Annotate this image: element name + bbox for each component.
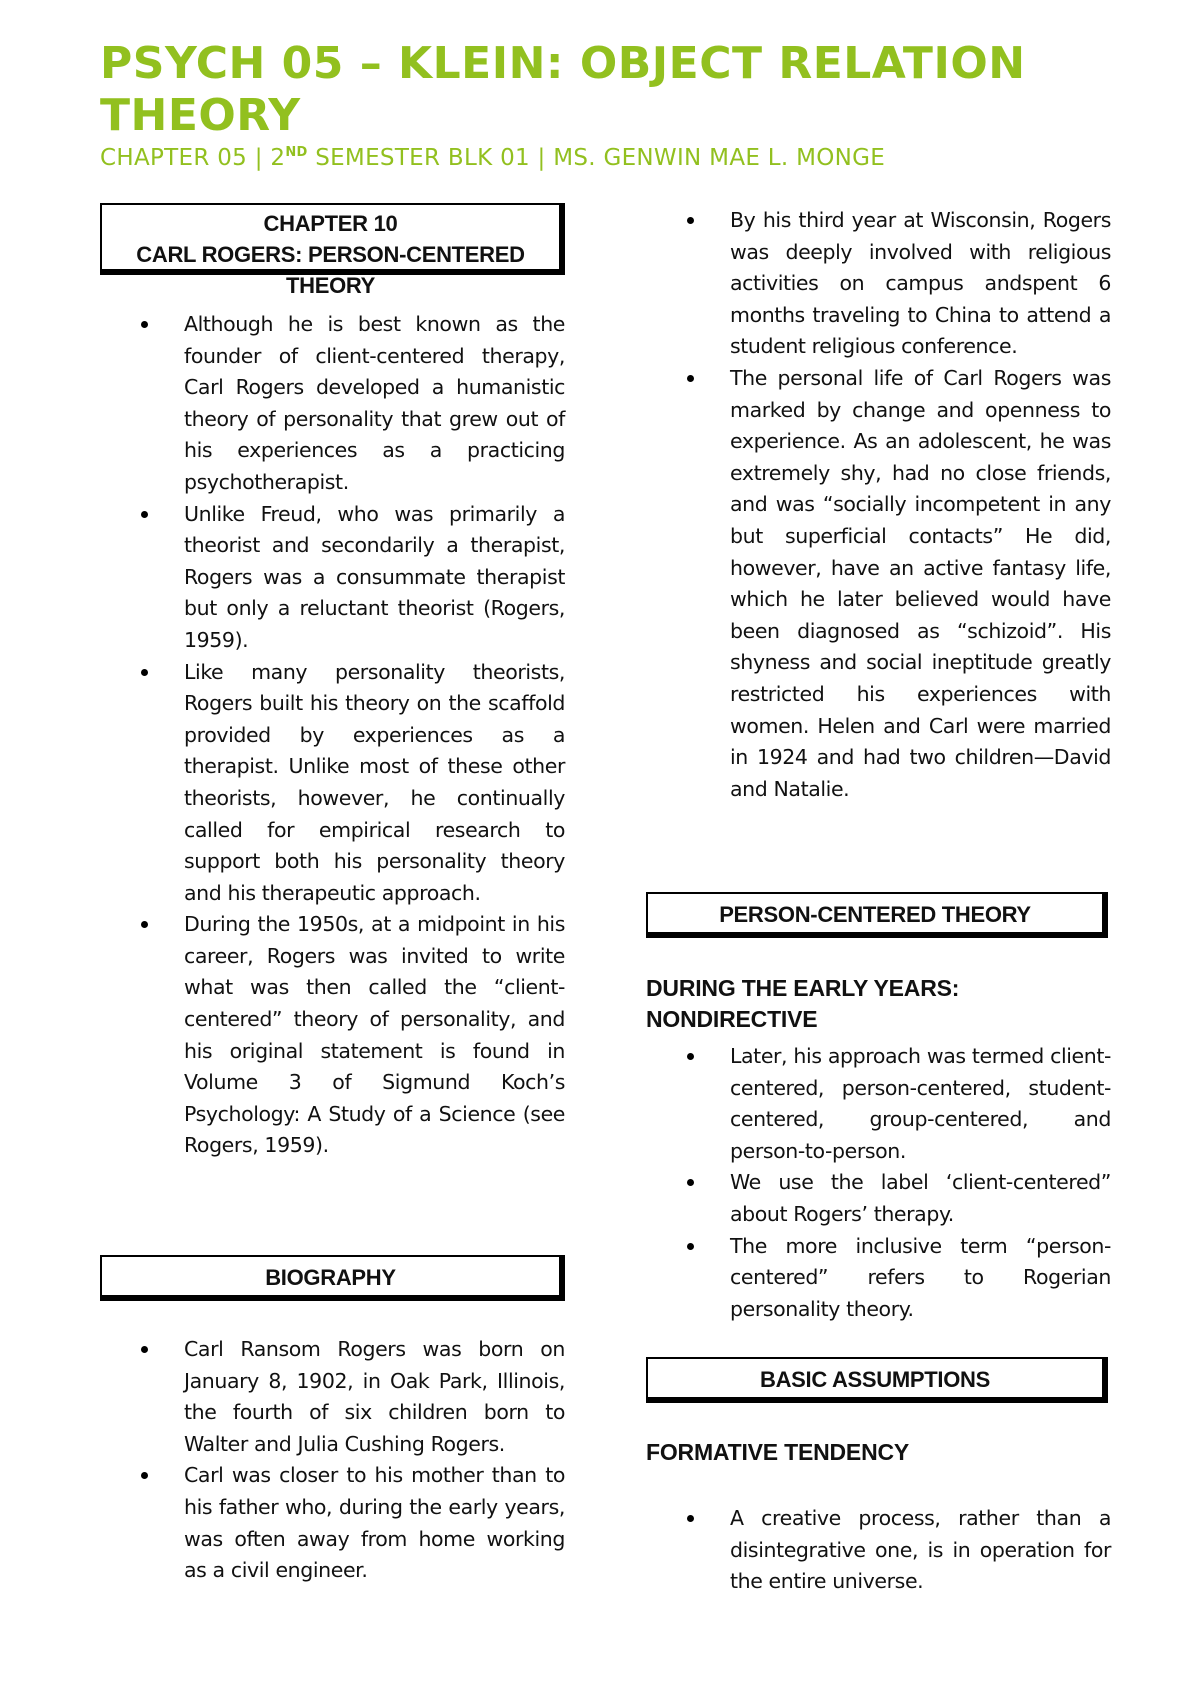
list-item: Like many personality theorists, Rogers built his theory on the scaffold provided by experiences as a therapist. Unlike most of these other theorists, however, he continually called for empirical research to support both his personality theory and his therapeutic approach. bbox=[100, 657, 565, 910]
list-item: During the 1950s, at a midpoint in his career, Rogers was invited to write what was then called the “client-centered” theory of personality, and his original statement is found in Volume 3 of Sigmund Koch’s Psychology: A Study of a Science (see Rogers, 1959). bbox=[100, 909, 565, 1162]
chapter-number: CHAPTER 10 bbox=[263, 211, 398, 236]
list-item: A creative process, rather than a disintegrative one, is in operation for the entire universe. bbox=[646, 1503, 1111, 1598]
bullet-icon bbox=[687, 1179, 694, 1186]
formative-bullet-list bbox=[646, 1503, 1111, 1598]
early-years-heading: DURING THE EARLY YEARS: NONDIRECTIVE bbox=[646, 975, 960, 1032]
formative-tendency-heading: FORMATIVE TENDENCY bbox=[646, 1439, 910, 1465]
subtitle-chapter: CHAPTER 05 | 2 bbox=[100, 145, 286, 171]
subtitle-details: SEMESTER BLK 01 | MS. GENWIN MAE L. MONGE bbox=[307, 145, 886, 171]
intro-bullet-list bbox=[100, 309, 565, 1162]
document-title: PSYCH 05 – KLEIN: OBJECT RELATION THEORY bbox=[100, 38, 1026, 141]
bullet-icon bbox=[687, 1515, 694, 1522]
early-years-bullet-list bbox=[646, 1041, 1111, 1325]
list-item: Carl Ransom Rogers was born on January 8, 1902, in Oak Park, Illinois, the fourth of six children born to Walter and Julia Cushing Rogers. bbox=[100, 1334, 565, 1460]
bullet-icon bbox=[141, 921, 148, 928]
bullet-icon bbox=[687, 217, 694, 224]
bullet-icon bbox=[141, 1472, 148, 1479]
chapter-box bbox=[100, 203, 565, 298]
list-item: Although he is best known as the founder of client-centered therapy, Carl Rogers developed a humanistic theory of personality that grew out of his experiences as a practicing psychotherapist. bbox=[100, 309, 565, 499]
list-item: We use the label ‘client-centered” about Rogers’ therapy. bbox=[646, 1167, 1111, 1230]
bullet-icon bbox=[687, 375, 694, 382]
bullet-icon bbox=[687, 1053, 694, 1060]
biography-box: BIOGRAPHY bbox=[100, 1255, 565, 1301]
list-item: The personal life of Carl Rogers was marked by change and openness to experience. As an adolescent, he was extremely shy, had no close friends, and was “socially incompetent in any but superficial contacts” He did, however, have an active fantasy life, which he later believed would have been diagnosed as “schizoid”. His shyness and social ineptitude greatly restricted his experiences with women. Helen and Carl were married in 1924 and had two children—David and Natalie. bbox=[646, 363, 1111, 805]
list-item: By his third year at Wisconsin, Rogers was deeply involved with religious activities on campus andspent 6 months traveling to China to attend a student religious conference. bbox=[646, 205, 1111, 363]
list-item: Later, his approach was termed client-centered, person-centered, student-centered, group-centered, and person-to-person. bbox=[646, 1041, 1111, 1167]
biography-continued-bullet-list bbox=[646, 205, 1111, 805]
bullet-icon bbox=[141, 321, 148, 328]
biography-bullet-list bbox=[100, 1334, 565, 1587]
chapter-title: CARL ROGERS: PERSON-CENTERED THEORY bbox=[136, 242, 525, 298]
document-subtitle bbox=[100, 144, 885, 172]
bullet-icon bbox=[687, 1243, 694, 1250]
person-centered-theory-box: PERSON-CENTERED THEORY bbox=[646, 892, 1108, 938]
bullet-icon bbox=[141, 669, 148, 676]
list-item: The more inclusive term “person-centered” refers to Rogerian personality theory. bbox=[646, 1231, 1111, 1326]
bullet-icon bbox=[141, 1346, 148, 1353]
basic-assumptions-box: BASIC ASSUMPTIONS bbox=[646, 1357, 1108, 1403]
list-item: Unlike Freud, who was primarily a theorist and secondarily a therapist, Rogers was a consummate therapist but only a reluctant theorist (Rogers, 1959). bbox=[100, 499, 565, 657]
bullet-icon bbox=[141, 511, 148, 518]
subtitle-ordinal: ND bbox=[285, 145, 308, 160]
list-item: Carl was closer to his mother than to his father who, during the early years, was often away from home working as a civil engineer. bbox=[100, 1460, 565, 1586]
